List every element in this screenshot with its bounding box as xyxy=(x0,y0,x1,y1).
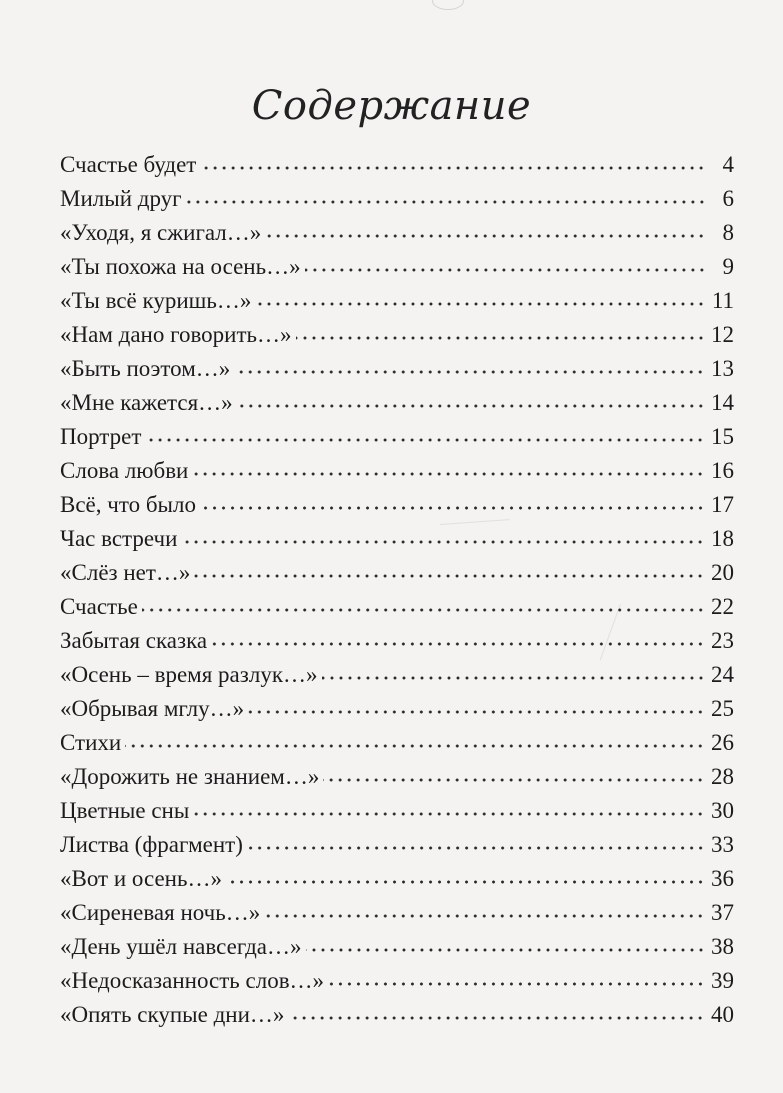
toc-entry-page-number: 18 xyxy=(711,526,734,551)
toc-entry-page-number: 24 xyxy=(711,662,734,687)
toc-entry xyxy=(60,930,734,964)
toc-entry-title: Счастье xyxy=(60,594,138,619)
toc-entry-title: «Вот и осень…» xyxy=(60,866,222,891)
toc-entry-page-number: 38 xyxy=(711,934,734,959)
toc-entry-page-number: 28 xyxy=(711,764,734,789)
toc-entry-title: «Осень – время разлук…» xyxy=(60,662,318,687)
toc-entry xyxy=(60,250,734,284)
toc-entry-title: «Уходя, я сжигал…» xyxy=(60,220,262,245)
toc-entry xyxy=(60,182,734,216)
toc-entry-page-number: 4 xyxy=(722,152,734,177)
toc-entry-page-number: 23 xyxy=(711,628,734,653)
dot-leader xyxy=(247,843,705,853)
page-edge-mark xyxy=(432,0,464,10)
toc-entry xyxy=(60,760,734,794)
toc-entry-page-number: 9 xyxy=(722,254,734,279)
toc-entry xyxy=(60,420,734,454)
dot-leader xyxy=(305,265,706,275)
dot-leader xyxy=(226,877,705,887)
toc-entry xyxy=(60,216,734,250)
toc-entry-title: «Быть поэтом…» xyxy=(60,356,231,381)
toc-entry-title: Счастье будет xyxy=(60,152,197,177)
toc-entry-title: Милый друг xyxy=(60,186,182,211)
toc-entry xyxy=(60,658,734,692)
dot-leader xyxy=(125,741,705,751)
toc-entry-page-number: 8 xyxy=(722,220,734,245)
dot-leader xyxy=(200,163,706,173)
dot-leader xyxy=(288,1013,705,1023)
dot-leader xyxy=(200,503,705,513)
toc-entry-page-number: 12 xyxy=(711,322,734,347)
dot-leader xyxy=(322,673,705,683)
toc-entry-title: Забытая сказка xyxy=(60,628,208,653)
toc-entry-page-number: 36 xyxy=(711,866,734,891)
toc-entry-title: «Обрывая мглу…» xyxy=(60,696,245,721)
toc-entry-page-number: 17 xyxy=(711,492,734,517)
toc-entry-page-number: 11 xyxy=(711,288,734,313)
dot-leader xyxy=(145,435,705,445)
toc-entry xyxy=(60,386,734,420)
toc-entry-page-number: 37 xyxy=(711,900,734,925)
toc-entry-page-number: 14 xyxy=(711,390,734,415)
toc-entry-title: Слова любви xyxy=(60,458,189,483)
toc-entry xyxy=(60,862,734,896)
dot-leader xyxy=(234,367,705,377)
toc-entry-title: «Слёз нет…» xyxy=(60,560,191,585)
toc-entry-title: Цветные сны xyxy=(60,798,190,823)
dot-leader xyxy=(328,979,705,989)
dot-leader xyxy=(192,469,705,479)
toc-entry-page-number: 40 xyxy=(711,1002,734,1027)
toc-entry-title: «Ты всё куришь…» xyxy=(60,288,252,313)
toc-entry-page-number: 13 xyxy=(711,356,734,381)
toc-entry-title: «Опять скупые дни…» xyxy=(60,1002,285,1027)
toc-entry-title: «Ты похожа на осень…» xyxy=(60,254,301,279)
dot-leader xyxy=(181,537,705,547)
toc-entry-title: Всё, что было xyxy=(60,492,196,517)
toc-entry xyxy=(60,896,734,930)
dot-leader xyxy=(237,401,705,411)
toc-entry xyxy=(60,590,734,624)
toc-entry-page-number: 15 xyxy=(711,424,734,449)
toc-entry xyxy=(60,624,734,658)
dot-leader xyxy=(248,707,705,717)
toc-entry xyxy=(60,556,734,590)
toc-entry xyxy=(60,454,734,488)
toc-entry xyxy=(60,318,734,352)
toc-entry xyxy=(60,828,734,862)
toc-entry-page-number: 33 xyxy=(711,832,734,857)
toc-entry-page-number: 6 xyxy=(722,186,734,211)
toc-entry xyxy=(60,522,734,556)
table-of-contents xyxy=(60,148,734,1032)
toc-entry-title: «Нам дано говорить…» xyxy=(60,322,292,347)
toc-entry xyxy=(60,726,734,760)
toc-entry-page-number: 26 xyxy=(711,730,734,755)
toc-entry xyxy=(60,488,734,522)
toc-entry xyxy=(60,352,734,386)
toc-entry xyxy=(60,794,734,828)
toc-entry-page-number: 16 xyxy=(711,458,734,483)
dot-leader xyxy=(296,333,705,343)
toc-entry xyxy=(60,692,734,726)
toc-entry-page-number: 39 xyxy=(711,968,734,993)
toc-entry-title: «Дорожить не знанием…» xyxy=(60,764,320,789)
toc-entry-title: «Недосказанность слов…» xyxy=(60,968,325,993)
dot-leader xyxy=(255,299,705,309)
dot-leader xyxy=(306,945,705,955)
dot-leader xyxy=(264,911,705,921)
toc-entry xyxy=(60,148,734,182)
dot-leader xyxy=(193,809,705,819)
toc-entry xyxy=(60,284,734,318)
dot-leader xyxy=(142,605,705,615)
toc-entry-page-number: 20 xyxy=(711,560,734,585)
toc-entry xyxy=(60,998,734,1032)
toc-entry-title: Листва (фрагмент) xyxy=(60,832,243,857)
toc-entry-title: «День ушёл навсегда…» xyxy=(60,934,302,959)
dot-leader xyxy=(211,639,705,649)
toc-entry-page-number: 25 xyxy=(711,696,734,721)
toc-entry-title: «Мне кажется…» xyxy=(60,390,233,415)
dot-leader xyxy=(186,197,706,207)
contents-heading: Содержание xyxy=(251,82,532,129)
toc-entry-page-number: 30 xyxy=(711,798,734,823)
toc-entry-title: Портрет xyxy=(60,424,142,449)
dot-leader xyxy=(323,775,705,785)
toc-entry-title: «Сиреневая ночь…» xyxy=(60,900,261,925)
dot-leader xyxy=(265,231,706,241)
toc-entry xyxy=(60,964,734,998)
toc-entry-page-number: 22 xyxy=(711,594,734,619)
toc-entry-title: Час встречи xyxy=(60,526,178,551)
dot-leader xyxy=(194,571,705,581)
toc-entry-title: Стихи xyxy=(60,730,122,755)
